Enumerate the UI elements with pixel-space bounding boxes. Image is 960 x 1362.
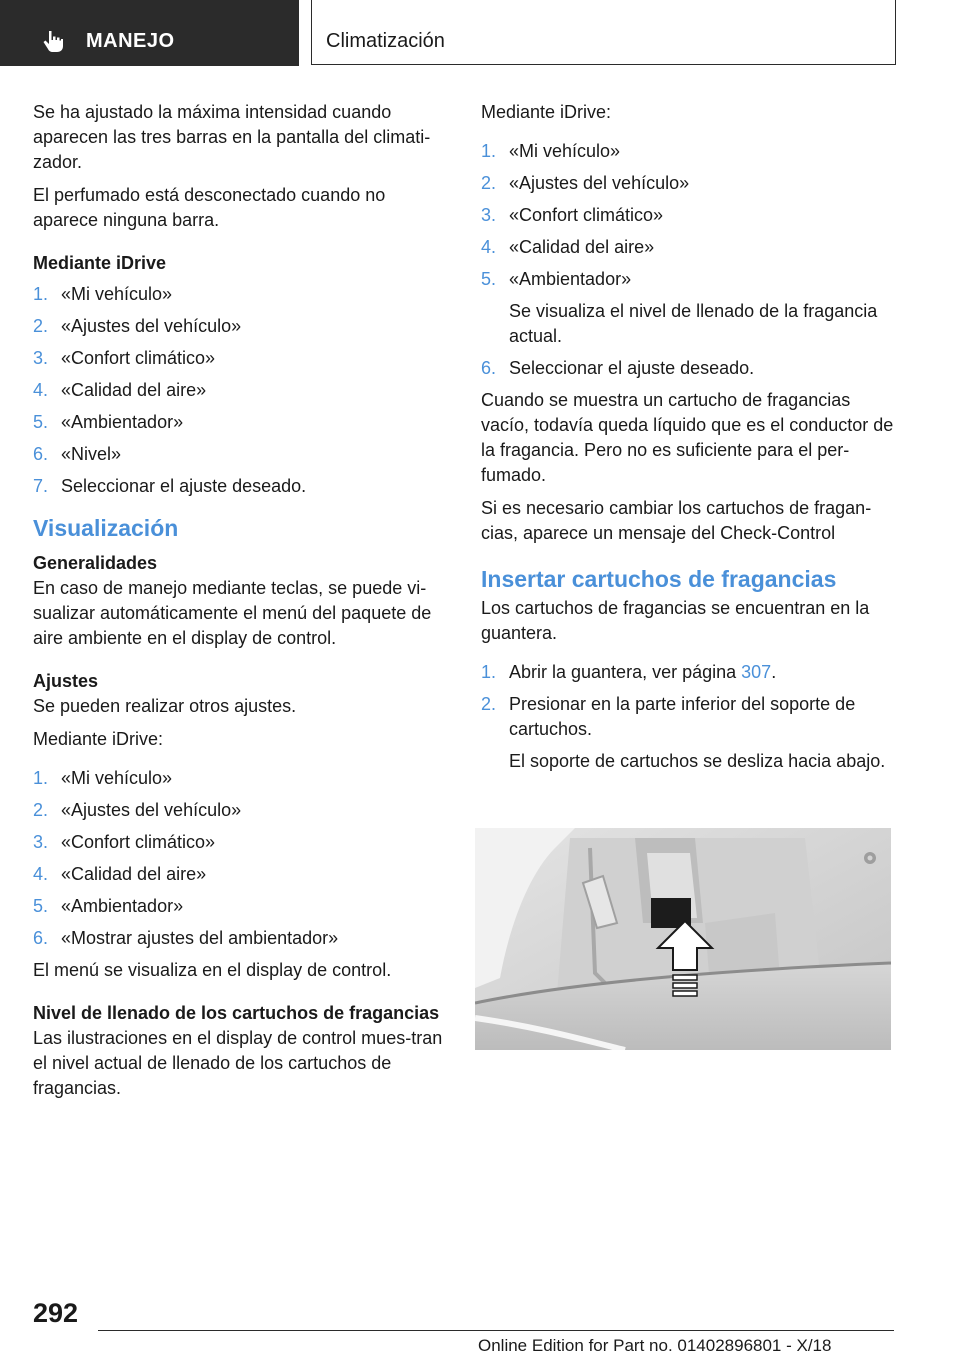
list-item <box>33 830 447 855</box>
intro-paragraph-1: Se ha ajustado la máxima intensidad cuando aparecen las tres barras en la pantalla del climati-zador. <box>33 102 431 172</box>
step-text: Seleccionar el ajuste deseado. <box>509 358 755 378</box>
step-number: 5. <box>481 269 497 289</box>
generalidades-heading: Generalidades <box>33 553 158 573</box>
insertar-steps-list <box>481 660 895 774</box>
list-item <box>33 798 447 823</box>
step-number: 6. <box>481 358 497 378</box>
step-text: «Confort climático» <box>61 832 216 852</box>
list-item <box>33 474 447 499</box>
nivel-heading: Nivel de llenado de los cartuchos de fragancias <box>33 1003 440 1023</box>
list-item <box>481 139 895 164</box>
step-text: «Confort climático» <box>509 205 664 225</box>
step-text: «Calidad del aire» <box>509 237 655 257</box>
right-steps-list <box>481 139 895 381</box>
list-item <box>481 692 895 774</box>
list-item <box>481 235 895 260</box>
section-title: MANEJO <box>86 30 175 52</box>
idrive-heading: Mediante iDrive <box>33 253 167 273</box>
step-number: 3. <box>33 832 49 852</box>
step-text: «Mostrar ajustes del ambientador» <box>61 928 339 948</box>
step-text: «Ajustes del vehículo» <box>509 173 690 193</box>
step-text: «Calidad del aire» <box>61 380 207 400</box>
list-item <box>33 346 447 371</box>
left-column <box>33 100 447 1109</box>
page-307-link[interactable]: 307 <box>741 662 772 682</box>
step-number: 4. <box>33 380 49 400</box>
list-item <box>33 282 447 307</box>
list-item <box>481 660 895 685</box>
step-subtext: El soporte de cartuchos se desliza hacia abajo. <box>509 751 886 771</box>
ajustes-steps-list <box>33 766 447 951</box>
step-number: 6. <box>33 444 49 464</box>
step-text: «Ajustes del vehículo» <box>61 800 242 820</box>
page-number: 292 <box>33 1298 79 1328</box>
list-item <box>33 442 447 467</box>
list-item <box>33 766 447 791</box>
step-text: «Ajustes del vehículo» <box>61 316 242 336</box>
step-text: «Confort climático» <box>61 348 216 368</box>
step-text: «Nivel» <box>61 444 122 464</box>
idrive-intro: Mediante iDrive: <box>481 102 612 122</box>
insertar-text: Los cartuchos de fragancias se encuentran en la guantera. <box>481 598 870 643</box>
check-control-paragraph: Si es necesario cambiar los cartuchos de fragan-cias, aparece un mensaje del Check-Control <box>481 498 872 543</box>
list-item <box>481 203 895 228</box>
list-item <box>33 862 447 887</box>
list-item <box>33 926 447 951</box>
page-header <box>0 0 960 66</box>
step-subtext: Se visualiza el nivel de llenado de la fragancia actual. <box>509 301 878 346</box>
step-text: «Mi vehículo» <box>61 284 173 304</box>
step-text: «Mi vehículo» <box>509 141 621 161</box>
step-number: 3. <box>481 205 497 225</box>
list-item <box>481 356 895 381</box>
list-item <box>33 894 447 919</box>
edition-footer: Online Edition for Part no. 01402896801 - X/18 <box>478 1336 832 1355</box>
ajustes-heading: Ajustes <box>33 671 99 691</box>
step-number: 2. <box>481 173 497 193</box>
ajustes-text-2: Mediante iDrive: <box>33 729 164 749</box>
chapter-title: Climatización <box>326 30 445 52</box>
step-punctuation: . <box>771 662 777 682</box>
step-number: 1. <box>481 662 497 682</box>
step-number: 4. <box>33 864 49 884</box>
list-item <box>481 267 895 349</box>
list-item <box>33 314 447 339</box>
step-number: 2. <box>33 800 49 820</box>
step-number: 1. <box>33 768 49 788</box>
section-tab <box>0 0 299 66</box>
idrive-steps-list <box>33 282 447 499</box>
step-text: «Ambientador» <box>61 896 184 916</box>
right-column <box>481 100 895 781</box>
ajustes-after-text: El menú se visualiza en el display de control. <box>33 960 392 980</box>
step-number: 1. <box>481 141 497 161</box>
step-text: «Mi vehículo» <box>61 768 173 788</box>
step-number: 7. <box>33 476 49 496</box>
chapter-tab <box>311 0 896 65</box>
list-item <box>481 171 895 196</box>
nivel-text: Las ilustraciones en el display de control mues-tran el nivel actual de llenado de los cartuchos de fragancias. <box>33 1028 443 1098</box>
step-text: Presionar en la parte inferior del soporte de cartuchos. <box>509 694 856 739</box>
step-number: 2. <box>33 316 49 336</box>
cartucho-paragraph: Cuando se muestra un cartucho de fragancias vacío, todavía queda líquido que es el conductor de la fragancia. Pero no es suficiente para el per-fumado. <box>481 390 894 485</box>
visualizacion-heading: Visualización <box>33 515 179 541</box>
step-text: Abrir la guantera, ver página <box>509 662 742 682</box>
step-text: «Ambientador» <box>509 269 632 289</box>
step-number: 2. <box>481 694 497 714</box>
ajustes-text-1: Se pueden realizar otros ajustes. <box>33 696 297 716</box>
step-number: 5. <box>33 412 49 432</box>
list-item <box>33 378 447 403</box>
intro-paragraph-2: El perfumado está desconectado cuando no aparece ninguna barra. <box>33 185 386 230</box>
step-number: 1. <box>33 284 49 304</box>
list-item <box>33 410 447 435</box>
step-number: 3. <box>33 348 49 368</box>
step-text: «Calidad del aire» <box>61 864 207 884</box>
step-text: Seleccionar el ajuste deseado. <box>61 476 307 496</box>
insertar-heading: Insertar cartuchos de fragancias <box>481 566 837 592</box>
glovebox-photo <box>475 828 891 1050</box>
step-number: 5. <box>33 896 49 916</box>
footer-divider <box>98 1330 894 1331</box>
hand-pointer-icon <box>40 28 66 54</box>
step-text: «Ambientador» <box>61 412 184 432</box>
step-number: 4. <box>481 237 497 257</box>
step-number: 6. <box>33 928 49 948</box>
generalidades-text: En caso de manejo mediante teclas, se puede vi-sualizar automáticamente el menú del paquete de aire ambiente en el display de control. <box>33 578 432 648</box>
